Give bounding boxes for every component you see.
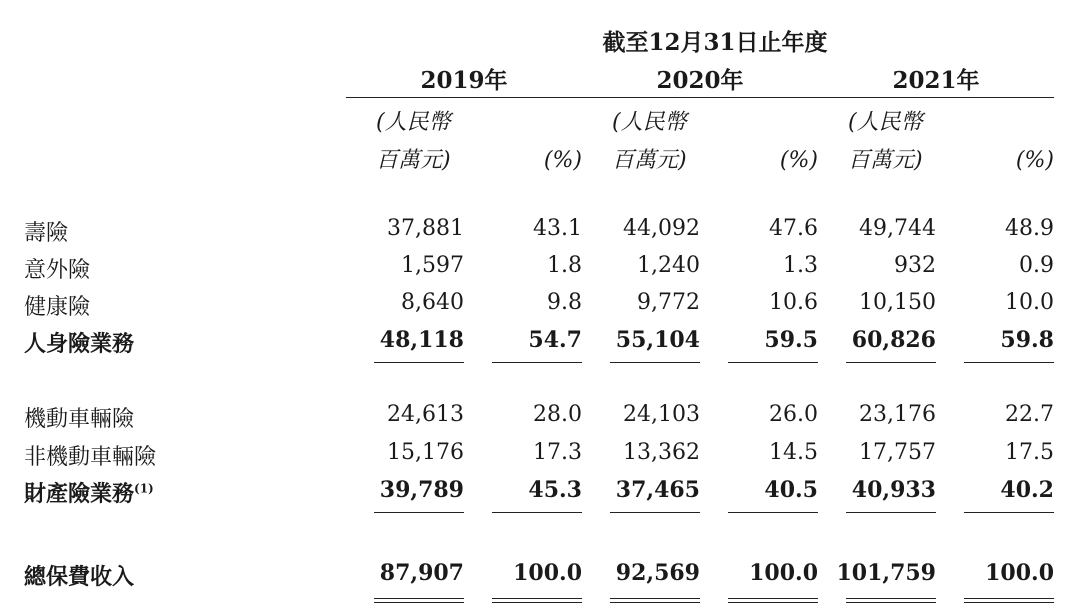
total-double-rule xyxy=(374,598,464,603)
row-label xyxy=(24,216,68,247)
footnote-marker: (1) xyxy=(134,481,154,496)
amount-cell: 15,176 xyxy=(387,440,464,465)
percent-cell: 17.3 xyxy=(533,440,582,465)
subtotal-rule xyxy=(846,512,936,513)
total-double-rule xyxy=(492,598,582,603)
subtotal-rule xyxy=(610,362,700,363)
amount-cell: 23,176 xyxy=(859,402,936,427)
total-double-rule xyxy=(964,598,1054,603)
subtotal-rule xyxy=(728,512,818,513)
amount-cell: 92,569 xyxy=(615,560,700,586)
year-header: 2019年 xyxy=(420,67,508,94)
row-label-text: 健康險 xyxy=(24,295,91,320)
percent-label: (%) xyxy=(1015,148,1054,173)
row-label xyxy=(24,440,156,471)
amount-cell: 17,757 xyxy=(859,440,936,465)
row-label xyxy=(24,477,154,508)
percent-cell: 1.8 xyxy=(547,253,582,278)
amount-cell: 932 xyxy=(894,253,936,278)
row-label xyxy=(24,290,90,321)
total-double-rule xyxy=(610,598,700,603)
subtotal-rule xyxy=(374,512,464,513)
percent-label: (%) xyxy=(543,148,582,173)
amount-cell: 44,092 xyxy=(623,216,700,241)
amount-cell: 24,103 xyxy=(623,402,700,427)
year-underline xyxy=(818,97,1054,98)
amount-cell: 101,759 xyxy=(836,560,936,586)
row-label-text: 非機動車輛險 xyxy=(24,445,157,470)
amount-cell: 1,240 xyxy=(637,253,700,278)
amount-cell: 40,933 xyxy=(851,477,936,503)
row-label-text: 人身險業務 xyxy=(24,331,135,357)
unit-label: 百萬元) xyxy=(848,148,923,173)
year-header: 2020年 xyxy=(656,67,744,94)
percent-cell: 22.7 xyxy=(1005,402,1054,427)
percent-cell: 26.0 xyxy=(769,402,818,427)
percent-cell: 0.9 xyxy=(1019,253,1054,278)
subtotal-rule xyxy=(964,512,1054,513)
unit-label: (人民幣 xyxy=(376,110,451,135)
subtotal-rule xyxy=(492,362,582,363)
percent-cell: 9.8 xyxy=(547,290,582,315)
amount-cell: 37,881 xyxy=(387,216,464,241)
subtotal-rule xyxy=(492,512,582,513)
year-underline xyxy=(582,97,818,98)
subtotal-rule xyxy=(964,362,1054,363)
percent-cell: 1.3 xyxy=(783,253,818,278)
percent-label: (%) xyxy=(779,148,818,173)
amount-cell: 10,150 xyxy=(859,290,936,315)
row-label-text: 財產險業務 xyxy=(24,481,135,507)
percent-cell: 17.5 xyxy=(1005,440,1054,465)
unit-label: 百萬元) xyxy=(376,148,451,173)
amount-cell: 1,597 xyxy=(401,253,464,278)
percent-cell: 10.6 xyxy=(769,290,818,315)
row-label xyxy=(24,402,134,433)
period-header: 截至12月31日止年度 xyxy=(602,29,828,56)
percent-cell: 40.2 xyxy=(1000,477,1054,503)
amount-cell: 39,789 xyxy=(379,477,464,503)
row-label xyxy=(24,253,90,284)
percent-cell: 100.0 xyxy=(985,560,1054,586)
row-label-text: 機動車輛險 xyxy=(24,407,135,432)
percent-cell: 14.5 xyxy=(769,440,818,465)
total-double-rule xyxy=(728,598,818,603)
year-header: 2021年 xyxy=(892,67,980,94)
row-label xyxy=(24,560,134,591)
year-underline xyxy=(346,97,582,98)
row-label-text: 總保費收入 xyxy=(24,564,135,590)
amount-cell: 48,118 xyxy=(379,327,464,353)
total-double-rule xyxy=(846,598,936,603)
percent-cell: 59.8 xyxy=(1000,327,1054,353)
amount-cell: 24,613 xyxy=(387,402,464,427)
percent-cell: 48.9 xyxy=(1005,216,1054,241)
amount-cell: 13,362 xyxy=(623,440,700,465)
percent-cell: 43.1 xyxy=(533,216,582,241)
subtotal-rule xyxy=(374,362,464,363)
amount-cell: 8,640 xyxy=(401,290,464,315)
row-label xyxy=(24,327,134,358)
row-label-text: 壽險 xyxy=(24,221,69,246)
subtotal-rule xyxy=(728,362,818,363)
percent-cell: 47.6 xyxy=(769,216,818,241)
percent-cell: 45.3 xyxy=(528,477,582,503)
row-label-text: 意外險 xyxy=(24,258,91,283)
amount-cell: 87,907 xyxy=(379,560,464,586)
percent-cell: 59.5 xyxy=(764,327,818,353)
percent-cell: 28.0 xyxy=(533,402,582,427)
amount-cell: 37,465 xyxy=(615,477,700,503)
amount-cell: 60,826 xyxy=(851,327,936,353)
amount-cell: 9,772 xyxy=(637,290,700,315)
unit-label: 百萬元) xyxy=(612,148,687,173)
subtotal-rule xyxy=(846,362,936,363)
amount-cell: 49,744 xyxy=(859,216,936,241)
percent-cell: 100.0 xyxy=(513,560,582,586)
percent-cell: 100.0 xyxy=(749,560,818,586)
amount-cell: 55,104 xyxy=(615,327,700,353)
percent-cell: 40.5 xyxy=(764,477,818,503)
subtotal-rule xyxy=(610,512,700,513)
percent-cell: 10.0 xyxy=(1005,290,1054,315)
unit-label: (人民幣 xyxy=(612,110,687,135)
unit-label: (人民幣 xyxy=(848,110,923,135)
percent-cell: 54.7 xyxy=(528,327,582,353)
